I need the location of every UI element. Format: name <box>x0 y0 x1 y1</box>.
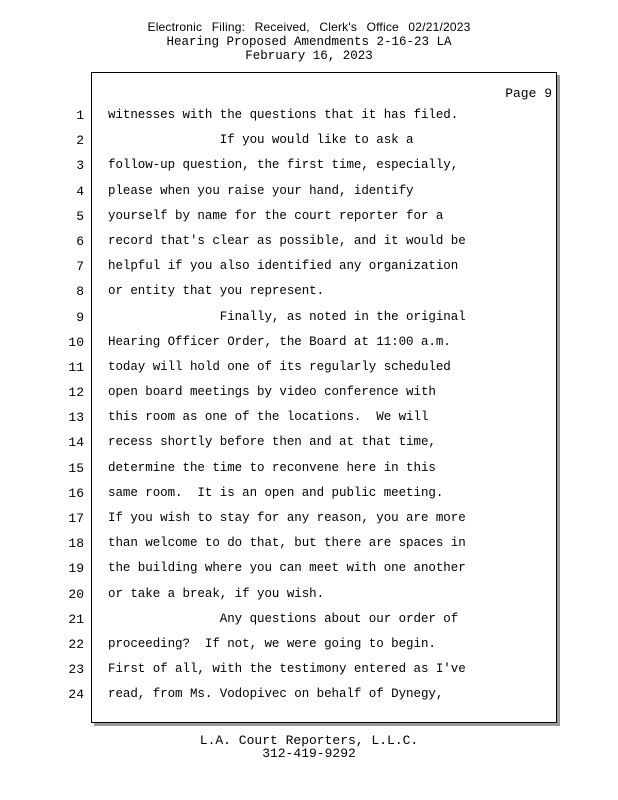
document-date: February 16, 2023 <box>245 49 373 63</box>
transcript-line <box>0 105 618 130</box>
line-number: 3 <box>76 158 84 174</box>
line-number: 15 <box>68 460 84 476</box>
line-text: today will hold one of its regularly scheduled <box>108 359 451 374</box>
line-number: 2 <box>76 133 84 149</box>
line-number: 10 <box>68 334 84 350</box>
line-text: proceeding? If not, we were going to begin. <box>108 636 436 651</box>
line-number: 4 <box>76 183 84 199</box>
line-number: 11 <box>68 359 84 375</box>
line-number: 1 <box>76 108 84 123</box>
line-number: 16 <box>68 485 84 501</box>
line-text: If you would like to ask a <box>108 133 414 148</box>
line-text: the building where you can meet with one another <box>108 561 466 576</box>
transcript-line <box>0 407 618 432</box>
transcript-line <box>0 231 618 256</box>
line-number: 18 <box>68 536 84 552</box>
transcript-line <box>0 357 618 382</box>
line-number: 12 <box>68 385 84 401</box>
transcript-line <box>0 432 618 457</box>
line-text: than welcome to do that, but there are spaces in <box>108 536 466 551</box>
line-text: same room. It is an open and public meeting. <box>108 485 444 500</box>
line-number: 20 <box>68 586 84 602</box>
line-text: First of all, with the testimony entered as I've <box>108 662 466 677</box>
transcript-line <box>0 206 618 231</box>
line-text: please when you raise your hand, identify <box>108 183 414 198</box>
line-number: 8 <box>76 284 84 300</box>
transcript-line <box>0 155 618 180</box>
line-text: or take a break, if you wish. <box>108 586 325 601</box>
line-number: 22 <box>68 636 84 652</box>
transcript-line <box>0 634 618 659</box>
transcript-line <box>0 332 618 357</box>
line-number: 13 <box>68 410 84 426</box>
transcript-line <box>0 584 618 609</box>
transcript-body <box>0 105 618 710</box>
line-text: read, from Ms. Vodopivec on behalf of Dynegy, <box>108 687 444 702</box>
line-text: recess shortly before then and at that time, <box>108 435 436 450</box>
line-text: open board meetings by video conference with <box>108 385 436 400</box>
line-text: determine the time to reconvene here in this <box>108 460 436 475</box>
line-number: 14 <box>68 435 84 451</box>
document-title: Hearing Proposed Amendments 2-16-23 LA <box>166 35 452 49</box>
line-text: Finally, as noted in the original <box>108 309 466 324</box>
line-number: 9 <box>76 309 84 325</box>
line-text: helpful if you also identified any organization <box>108 259 459 274</box>
line-number: 6 <box>76 233 84 249</box>
line-number: 17 <box>68 511 84 526</box>
transcript-line <box>0 256 618 281</box>
transcript-line <box>0 558 618 583</box>
reporter-company: L.A. Court Reporters, L.L.C. <box>199 733 419 748</box>
transcript-line <box>0 659 618 684</box>
reporter-phone: 312-419-9292 <box>262 746 356 761</box>
line-text: witnesses with the questions that it has filed. <box>108 108 459 122</box>
line-text: record that's clear as possible, and it would be <box>108 233 466 248</box>
line-text: Any questions about our order of <box>108 611 459 626</box>
transcript-line <box>0 281 618 306</box>
line-number: 21 <box>68 611 84 627</box>
page-number: Page 9 <box>505 86 552 101</box>
transcript-line <box>0 307 618 332</box>
filing-stamp: Electronic Filing: Received, Clerk's Office 02/21/2023 <box>147 20 471 34</box>
transcript-line <box>0 130 618 155</box>
line-text: or entity that you represent. <box>108 284 325 299</box>
line-number: 24 <box>68 687 84 703</box>
line-number: 23 <box>68 662 84 678</box>
line-text: this room as one of the locations. We will <box>108 410 429 425</box>
line-number: 7 <box>76 259 84 275</box>
transcript-line <box>0 533 618 558</box>
transcript-line <box>0 684 618 709</box>
transcript-line <box>0 458 618 483</box>
transcript-line <box>0 483 618 508</box>
transcript-line <box>0 609 618 634</box>
line-text: Hearing Officer Order, the Board at 11:00 a.m. <box>108 334 451 349</box>
transcript-line <box>0 508 618 533</box>
line-number: 19 <box>68 561 84 577</box>
transcript-line <box>0 382 618 407</box>
line-text: follow-up question, the first time, especially, <box>108 158 459 173</box>
line-number: 5 <box>76 208 84 224</box>
line-text: yourself by name for the court reporter for a <box>108 208 444 223</box>
line-text: If you wish to stay for any reason, you are more <box>108 511 466 525</box>
transcript-line <box>0 181 618 206</box>
